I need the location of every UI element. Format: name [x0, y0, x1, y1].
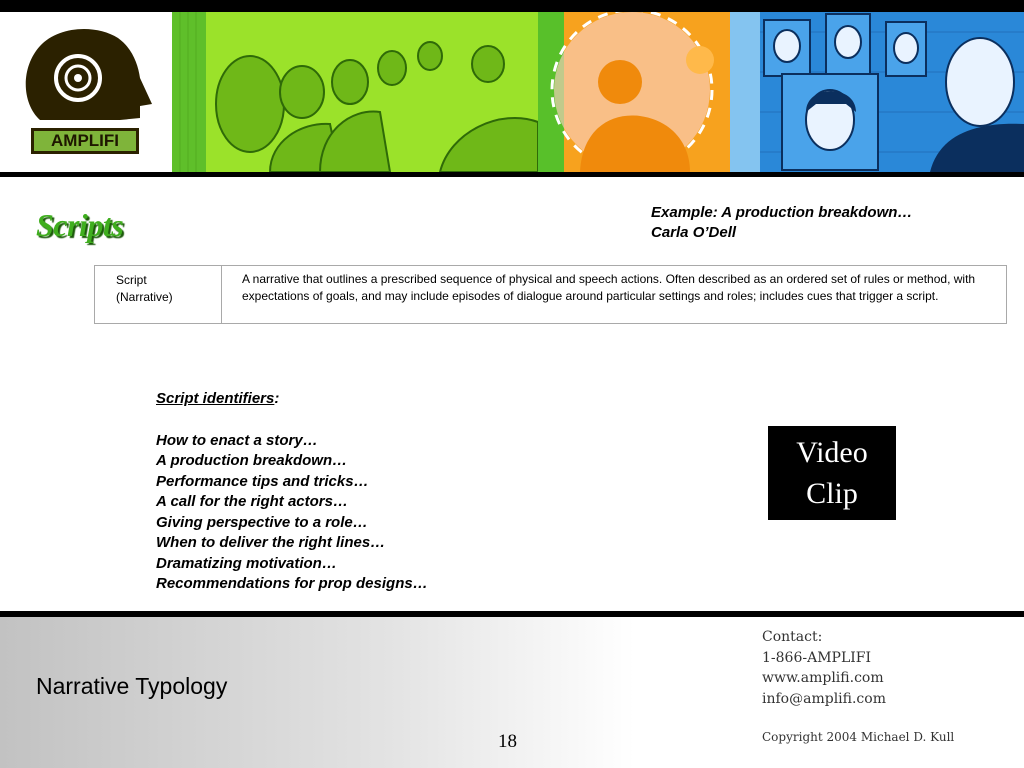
list-item: Giving perspective to a role…	[156, 513, 368, 531]
contact-phone: 1-866-AMPLIFI	[762, 649, 872, 666]
example-title: Example: A production breakdown…	[651, 204, 913, 221]
contact-label: Contact:	[762, 629, 823, 645]
top-bar	[0, 0, 1024, 12]
contact-block	[762, 627, 886, 709]
amplifi-logo: AMPLIFI	[31, 128, 139, 154]
slide-title: Scripts	[36, 207, 124, 243]
script-identifiers	[156, 389, 428, 595]
video-label-line: Video	[796, 436, 868, 469]
list-item: Recommendations for prop designs…	[156, 575, 428, 592]
list-item: Dramatizing motivation…	[156, 554, 337, 572]
term-line: (Narrative)	[116, 290, 173, 304]
video-label-line: Clip	[806, 477, 858, 510]
page-number: 18	[498, 731, 517, 752]
banner-divider	[0, 172, 1024, 177]
identifiers-heading: Script identifiers	[156, 390, 275, 407]
list-item: How to enact a story…	[156, 431, 318, 449]
banner-illustration	[0, 12, 1024, 172]
list-item: A call for the right actors…	[156, 493, 348, 510]
footer-title: Narrative Typology	[36, 673, 228, 699]
definition-term	[95, 266, 222, 323]
example-author: Carla O’Dell	[651, 224, 737, 241]
definition-description: A narrative that outlines a prescribed sequence of physical and speech actions. Often described as an ordered set of rules or method, with expectations of goals, and may include episodes of dialogue around particular settings and roles; includes cues that trigger a script.	[242, 272, 976, 303]
list-item: A production breakdown…	[156, 452, 348, 469]
definition-table	[94, 265, 1007, 324]
contact-email[interactable]: info@amplifi.com	[762, 690, 886, 707]
list-item: Performance tips and tricks…	[156, 472, 369, 490]
copyright-text: Copyright 2004 Michael D. Kull	[762, 730, 955, 744]
footer	[0, 617, 1024, 768]
contact-website[interactable]: www.amplifi.com	[762, 670, 884, 686]
example-note	[651, 203, 912, 243]
video-clip-button[interactable]	[768, 426, 896, 520]
heading-colon: :	[274, 390, 280, 407]
term-line: Script	[116, 273, 147, 287]
list-item: When to deliver the right lines…	[156, 534, 386, 551]
spacer	[156, 410, 428, 431]
identifiers-heading-row	[156, 389, 428, 410]
header-banner	[0, 12, 1024, 172]
